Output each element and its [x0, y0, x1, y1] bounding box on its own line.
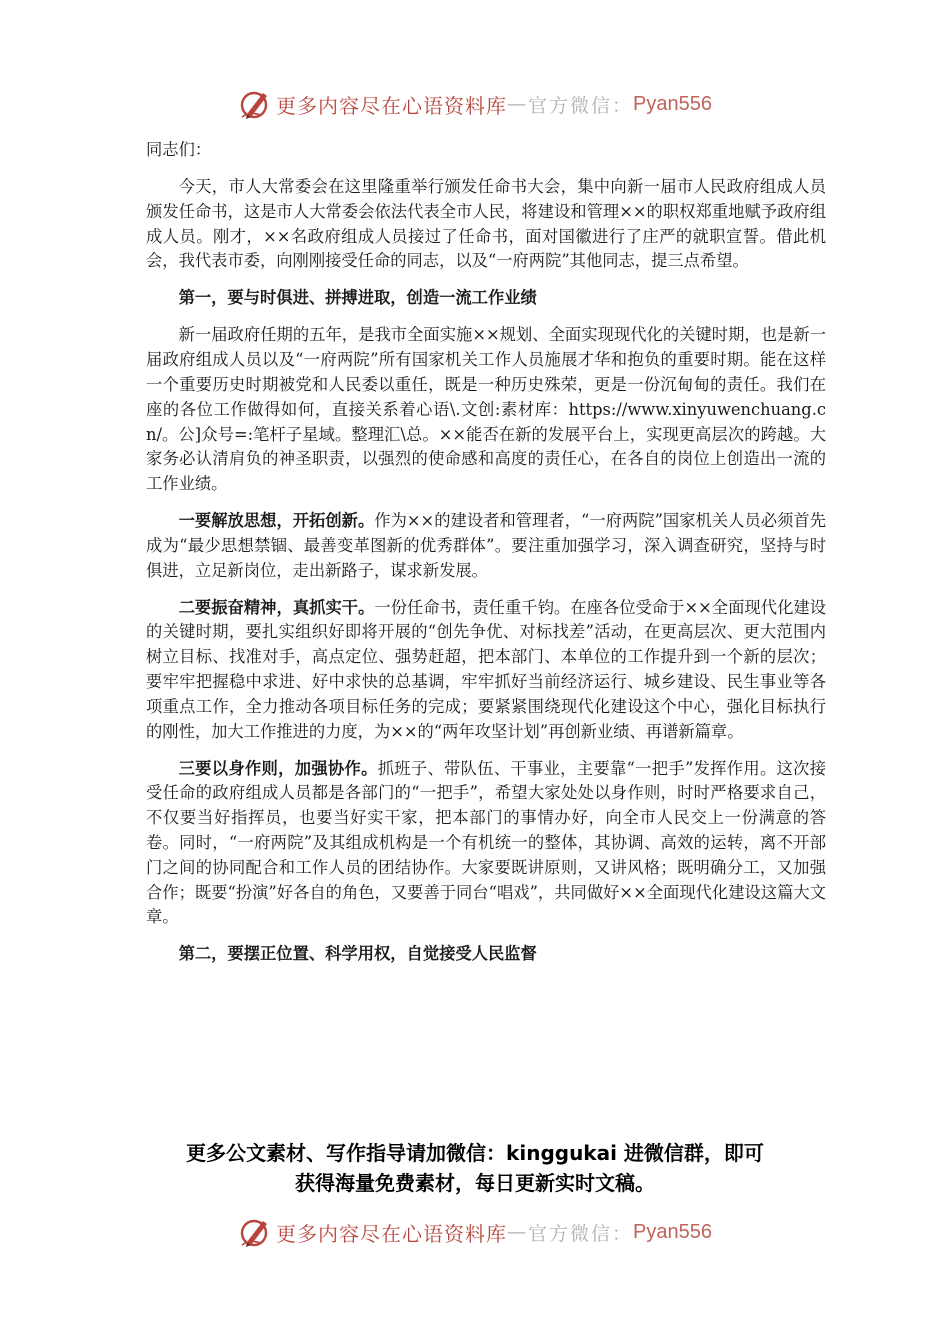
paragraph-text: 新一届政府任期的五年，是我市全面实施××规划、全面实现现代化的关键时期，也是新一届政府组成人员以及“一府两院”所有国家机关工作人员施展才华和抱负的重要时期。能在这样一个重要历史时期被党和人民委以重任，既是一种历史殊荣，更是一份沉甸甸的责任。我们在座的各位工作做得如何，直接关系着心语\.文创:素材库：https://www.xinyuwenchuang.cn/。公]众号=:笔杆子星域。整理汇\总。××能否在新的发展平台上，实现更高层次的跨越。大家务必认清肩负的神圣职责，以强烈的使命感和高度的责任心，在各自的岗位上创造出一流的工作业绩。	[146, 325, 826, 494]
point-paragraph-three	[146, 757, 826, 931]
promo-notice	[130, 1138, 820, 1198]
paragraph-text: 今天，市人大常委会在这里隆重举行颁发任命书大会，集中向新一届市人民政府组成人员颁发任命书，这是市人大常委会依法代表全市人民，将建设和管理××的职权郑重地赋予政府组成人员。刚才，××名政府组成人员接过了任命书，面对国徽进行了庄严的就职宣誓。借此机会，我代表市委，向刚刚接受任命的同志，以及“一府两院”其他同志，提三点希望。	[146, 176, 826, 271]
point-paragraph-two	[146, 596, 826, 745]
body-paragraph	[146, 323, 826, 497]
section-heading-second: 第二，要摆正位置、科学用权，自觉接受人民监督	[178, 944, 537, 964]
banner-wechat-id: Pyan556	[633, 92, 712, 115]
point-lead: 二要振奋精神，真抓实干。	[178, 597, 375, 617]
salutation: 同志们：	[146, 140, 212, 159]
intro-paragraph	[146, 175, 826, 274]
pen-logo-icon	[238, 87, 272, 121]
point-lead: 三要以身作则，加强协作。	[178, 758, 378, 778]
header-watermark-banner	[0, 84, 950, 124]
banner-main-text: 更多内容尽在心语资料库	[276, 1221, 507, 1246]
banner-dash: —	[507, 93, 528, 115]
point-paragraph-one	[146, 509, 826, 583]
paragraph-text: 抓班子、带队伍、干事业，主要靠“一把手”发挥作用。这次接受任命的政府组成人员都是各部门的“一把手”，希望大家处处以身作则，时时严格要求自己，不仅要当好指挥员，也要当好实干家，把本部门的事情办好，向全市人民交上一份满意的答卷。同时，“一府两院”及其组成机构是一个有机统一的整体，其协调、高效的运转，离不开部门之间的协同配合和工作人员的团结协作。大家要既讲原则，又讲风格；既明确分工，又加强合作；既要“扮演”好各自的角色，又要善于同台“唱戏”，共同做好××全面现代化建设这篇大文章。	[146, 758, 826, 927]
promo-line-2: 获得海量免费素材，每日更新实时文稿。	[295, 1171, 655, 1195]
section-heading-first: 第一，要与时俱进、拼搏进取，创造一流工作业绩	[178, 288, 537, 308]
promo-line-1: 更多公文素材、写作指导请加微信：kinggukai 进微信群，即可	[186, 1141, 764, 1165]
point-lead: 一要解放思想，开拓创新。	[178, 511, 375, 531]
document-body	[146, 138, 826, 979]
banner-label: 官方微信：	[528, 1222, 634, 1245]
banner-wechat-id: Pyan556	[633, 1220, 712, 1243]
banner-dash: —	[507, 1221, 528, 1243]
paragraph-text: 一份任命书，责任重千钧。在座各位受命于××全面现代化建设的关键时期，要扎实组织好即将开展的“创先争优、对标找差”活动，在更高层次、更大范围内树立目标、找准对手，高点定位、强势赶超，把本部门、本单位的工作提升到一个新的层次；要牢牢把握稳中求进、好中求快的总基调，牢牢抓好当前经济运行、城乡建设、民生事业等各项重点工作，全力推动各项目标任务的完成；要紧紧围绕现代化建设这个中心，强化目标执行的刚性，加大工作推进的力度，为××的“两年攻坚计划”再创新业绩、再谱新篇章。	[146, 597, 826, 741]
banner-label: 官方微信：	[528, 94, 634, 117]
pen-logo-icon	[238, 1215, 272, 1249]
footer-watermark-banner	[0, 1212, 950, 1252]
paragraph-text: 作为××的建设者和管理者，“一府两院”国家机关人员必须首先成为“最少思想禁锢、最善变革图新的优秀群体”。要注重加强学习，深入调查研究，坚持与时俱进，立足新岗位，走出新路子，谋求新发展。	[146, 511, 826, 580]
banner-main-text: 更多内容尽在心语资料库	[276, 93, 507, 118]
